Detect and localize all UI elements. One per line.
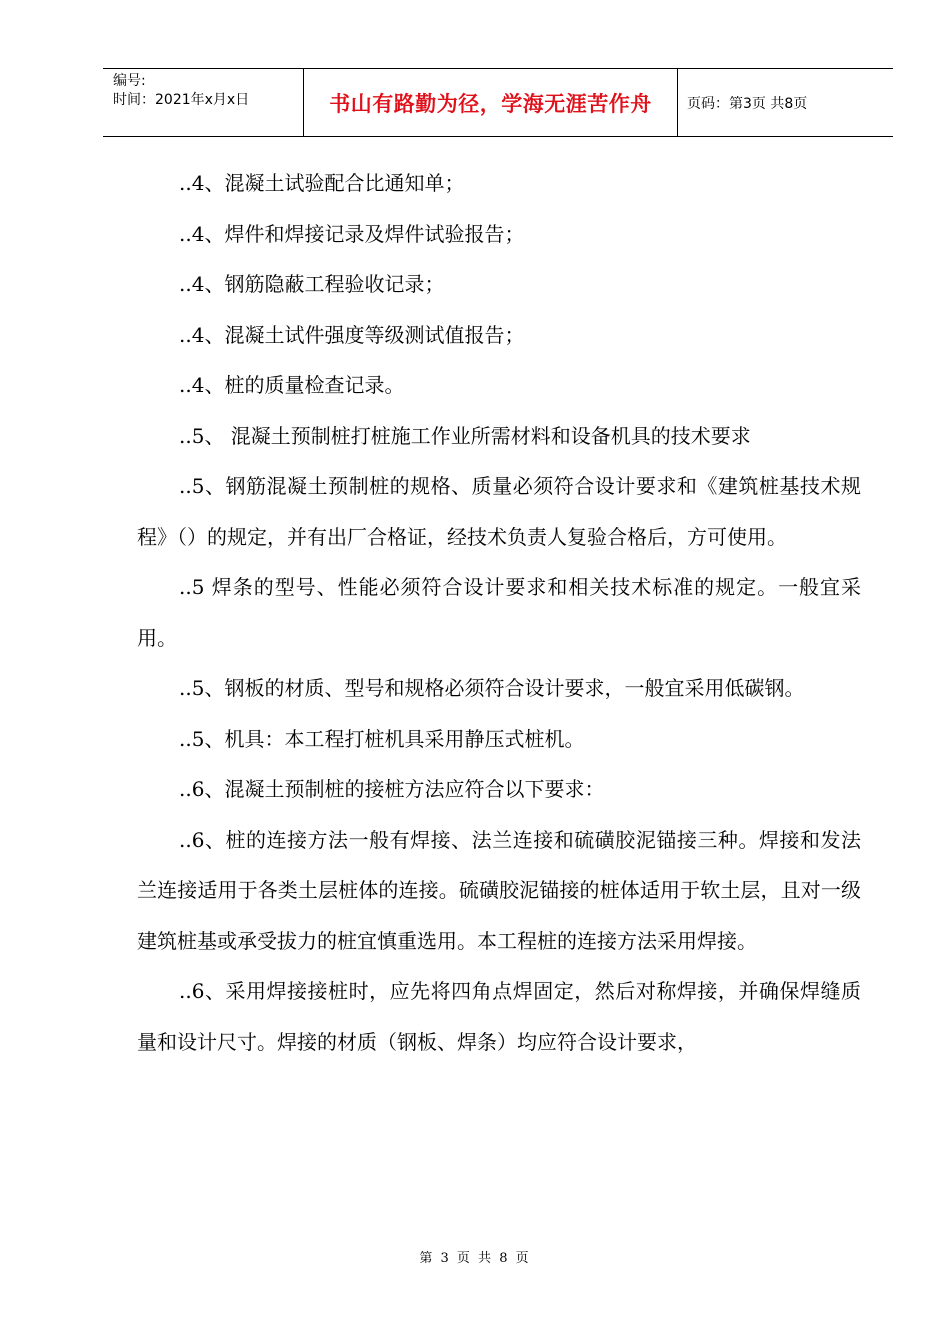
page-footer: 第 3 页 共 8 页 [419,1251,531,1266]
paragraph: ..6、混凝土预制桩的接桩方法应符合以下要求： [179,777,605,801]
paragraph: ..6、采用焊接接桩时，应先将四角点焊固定，然后对称焊接，并确保焊缝质量和设计尺寸。焊接的材质（钢板、焊条）均应符合设计要求， [137,979,861,1054]
paragraph: ..6、桩的连接方法一般有焊接、法兰连接和硫磺胶泥锚接三种。焊接和发法兰连接适用于各类土层桩体的连接。硫磺胶泥锚接的桩体适用于软土层，且对一级建筑桩基或承受拔力的桩宜慎重选用。本工程桩的连接方法采用焊接。 [137,827,861,953]
time-label: 时间：2021年x月x日 [113,92,250,108]
paragraph: ..5、钢板的材质、型号和规格必须符合设计要求，一般宜采用低碳钢。 [179,676,805,700]
paragraph: ..4、钢筋隐蔽工程验收记录； [179,272,445,296]
header-page-label: 页码：第3页 共8页 [687,95,808,112]
paragraph: ..4、混凝土试验配合比通知单； [179,171,465,195]
paragraph: ..4、混凝土试件强度等级测试值报告； [179,322,525,347]
paragraph: ..5、钢筋混凝土预制桩的规格、质量必须符合设计要求和《建筑桩基技术规程》（）的规定，并有出厂合格证，经技术负责人复验合格后，方可使用。 [137,474,861,549]
page-header [103,68,893,137]
header-left-cell [103,69,304,136]
document-body [137,158,861,1067]
header-motto: 书山有路勤为径，学海无涯苦作舟 [304,69,678,136]
paragraph: ..4、桩的质量检查记录。 [179,373,405,397]
paragraph: ..5 焊条的型号、性能必须符合设计要求和相关技术标准的规定。一般宜采用。 [137,575,861,650]
number-label: 编号: [113,73,146,89]
paragraph: ..5、机具：本工程打桩机具采用静压式桩机。 [179,726,585,751]
paragraph: ..5、 混凝土预制桩打桩施工作业所需材料和设备机具的技术要求 [179,423,751,448]
paragraph: ..4、焊件和焊接记录及焊件试验报告； [179,221,525,246]
